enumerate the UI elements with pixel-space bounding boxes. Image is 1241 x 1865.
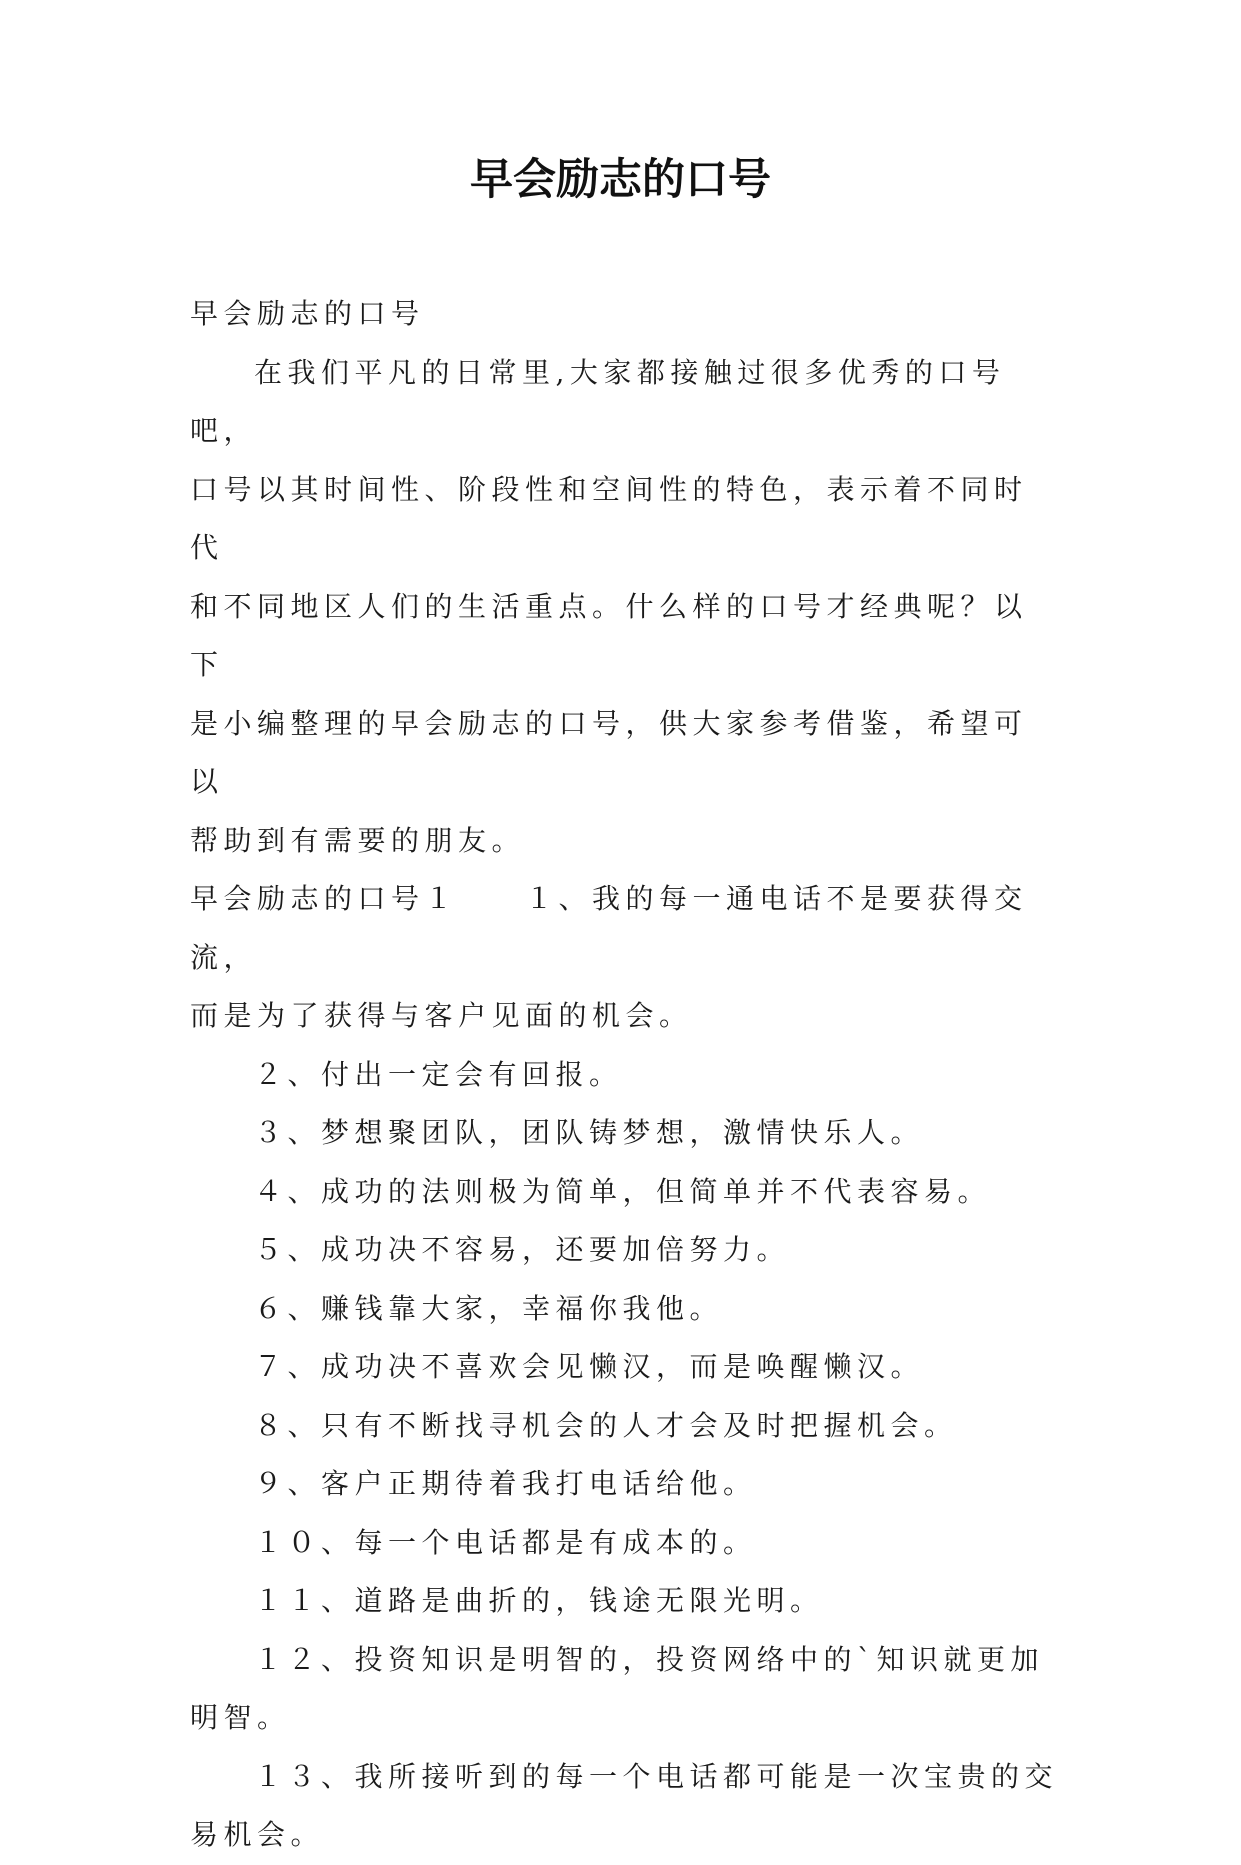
slogan-item-continuation: 易机会。 [190, 1818, 325, 1851]
slogan-item: ２、付出一定会有回报。 [254, 1057, 623, 1091]
slogan-item: ３、梦想聚团队，团队铸梦想，激情快乐人。 [254, 1116, 925, 1149]
slogan-item: １０、每一个电话都是有成本的。 [254, 1525, 757, 1559]
intro-line: 帮助到有需要的朋友。 [190, 823, 526, 857]
slogan-item-continuation: 明智。 [190, 1701, 291, 1734]
slogan-item: １１、道路是曲折的，钱途无限光明。 [254, 1584, 824, 1617]
subtitle-line: 早会励志的口号 [190, 297, 425, 330]
slogan-item: ５、成功决不容易，还要加倍努力。 [254, 1233, 791, 1266]
slogan-item: ４、成功的法则极为简单，但简单并不代表容易。 [254, 1174, 992, 1208]
intro-line: 在我们平凡的日常里,大家都接触过很多优秀的口号吧， [190, 355, 1006, 447]
slogan-item: ６、赚钱靠大家，幸福你我他。 [254, 1291, 724, 1325]
document-title: 早会励志的口号 [470, 155, 771, 205]
slogan-item: ９、客户正期待着我打电话给他。 [254, 1467, 757, 1500]
section-continuation-line: 而是为了获得与客户见面的机会。 [190, 999, 693, 1032]
slogan-item: １３、我所接听到的每一个电话都可能是一次宝贵的交 [254, 1759, 1059, 1793]
slogan-item: ７、成功决不喜欢会见懒汉，而是唤醒懒汉。 [254, 1350, 925, 1383]
document-body [190, 285, 1060, 1865]
intro-line: 口号以其时间性、阶段性和空间性的特色，表示着不同时代 [190, 472, 1028, 564]
intro-line: 和不同地区人们的生活重点。什么样的口号才经典呢？以下 [190, 589, 1028, 681]
slogan-item: ８、只有不断找寻机会的人才会及时把握机会。 [254, 1408, 958, 1442]
section-heading-line: 早会励志的口号１ １、我的每一通电话不是要获得交流， [190, 882, 1028, 974]
intro-line: 是小编整理的早会励志的口号，供大家参考借鉴，希望可以 [190, 706, 1028, 798]
slogan-item: １２、投资知识是明智的，投资网络中的`知识就更加 [254, 1642, 1045, 1676]
